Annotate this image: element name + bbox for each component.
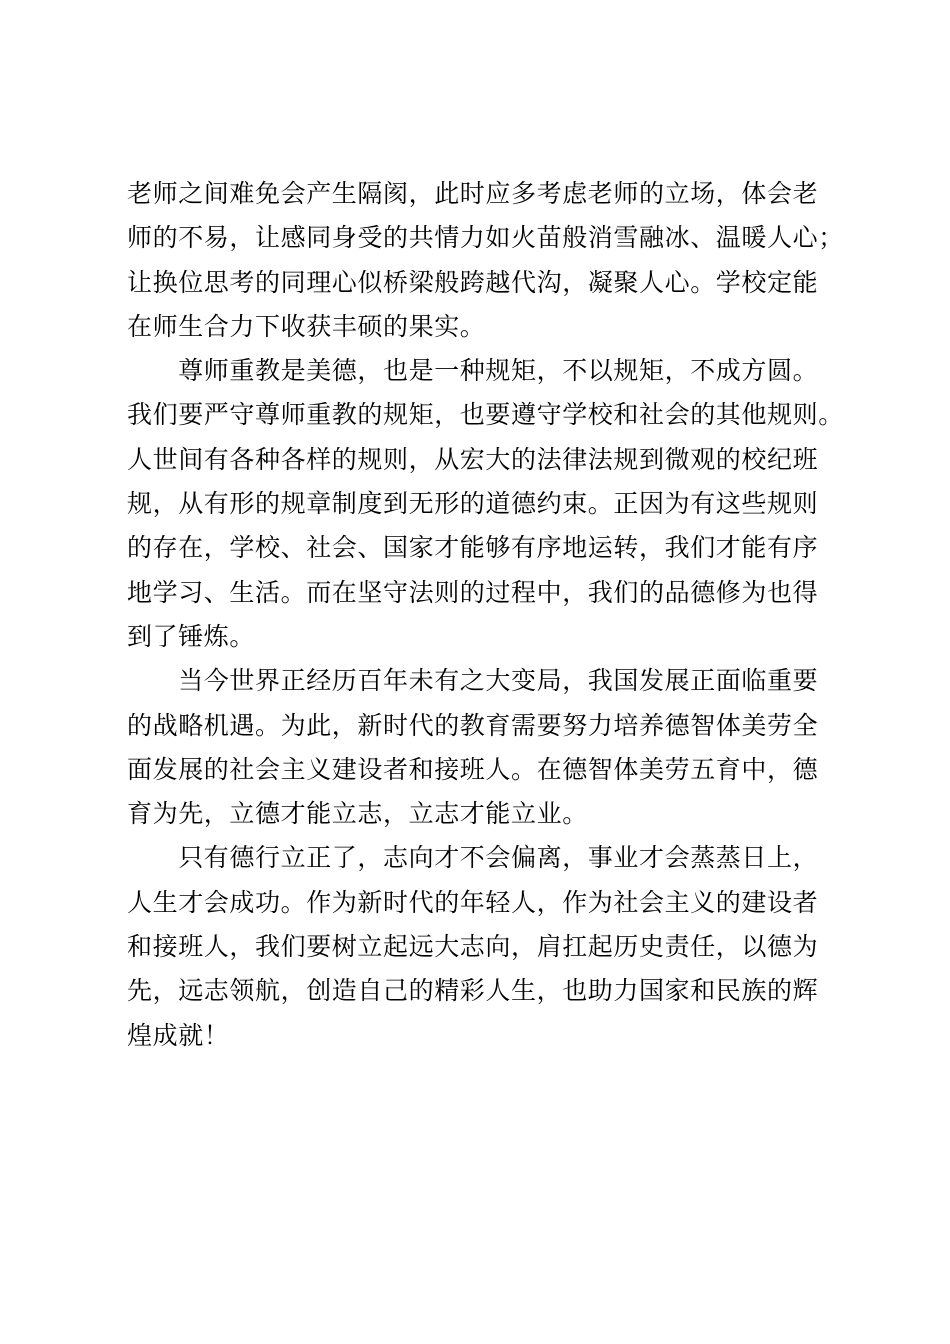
paragraph-2 bbox=[127, 349, 847, 659]
text-line: 老师之间难免会产生隔阂，此时应多考虑老师的立场，体会老 bbox=[127, 179, 819, 208]
text-line: 我们要严守尊师重教的规矩，也要遵守学校和社会的其他规则。 bbox=[127, 400, 844, 430]
paragraph-4 bbox=[127, 836, 847, 1057]
text-line: 和接班人，我们要树立起远大志向，肩扛起历史责任，以德为 bbox=[127, 932, 819, 962]
text-line: 人世间有各种各样的规则，从宏大的法律法规到微观的校纪班 bbox=[127, 444, 819, 474]
text-line: 让换位思考的同理心似桥梁般跨越代沟，凝聚人心。学校定能 bbox=[127, 267, 819, 297]
text-line: 地学习、生活。而在坚守法则的过程中，我们的品德修为也得 bbox=[127, 577, 819, 607]
text-line: 的战略机遇。为此，新时代的教育需要努力培养德智体美劳全 bbox=[127, 710, 819, 740]
text-line: 只有德行立正了，志向才不会偏离，事业才会蒸蒸日上， bbox=[127, 843, 819, 873]
text-line: 当今世界正经历百年未有之大变局，我国发展正面临重要 bbox=[127, 666, 819, 696]
text-line: 面发展的社会主义建设者和接班人。在德智体美劳五育中，德 bbox=[127, 754, 819, 784]
text-line: 到了锤炼。 bbox=[127, 621, 256, 651]
text-line: 先，远志领航，创造自己的精彩人生，也助力国家和民族的辉 bbox=[127, 976, 819, 1006]
text-line: 在师生合力下收获丰硕的果实。 bbox=[127, 311, 486, 341]
paragraph-1 bbox=[127, 172, 847, 349]
text-line: 的存在，学校、社会、国家才能够有序地运转，我们才能有序 bbox=[127, 533, 819, 563]
text-line: 尊师重教是美德，也是一种规矩，不以规矩，不成方圆。 bbox=[127, 356, 819, 386]
paragraph-3 bbox=[127, 659, 847, 836]
text-line: 育为先，立德才能立志，立志才能立业。 bbox=[127, 799, 588, 829]
text-line: 规，从有形的规章制度到无形的道德约束。正因为有这些规则 bbox=[127, 489, 819, 519]
text-line: 人生才会成功。作为新时代的年轻人，作为社会主义的建设者 bbox=[127, 887, 819, 917]
document-body bbox=[127, 172, 847, 1058]
text-line: 煌成就！ bbox=[127, 1020, 230, 1050]
text-line: 师的不易，让感同身受的共情力如火苗般消雪融冰、温暖人心； bbox=[127, 223, 844, 253]
